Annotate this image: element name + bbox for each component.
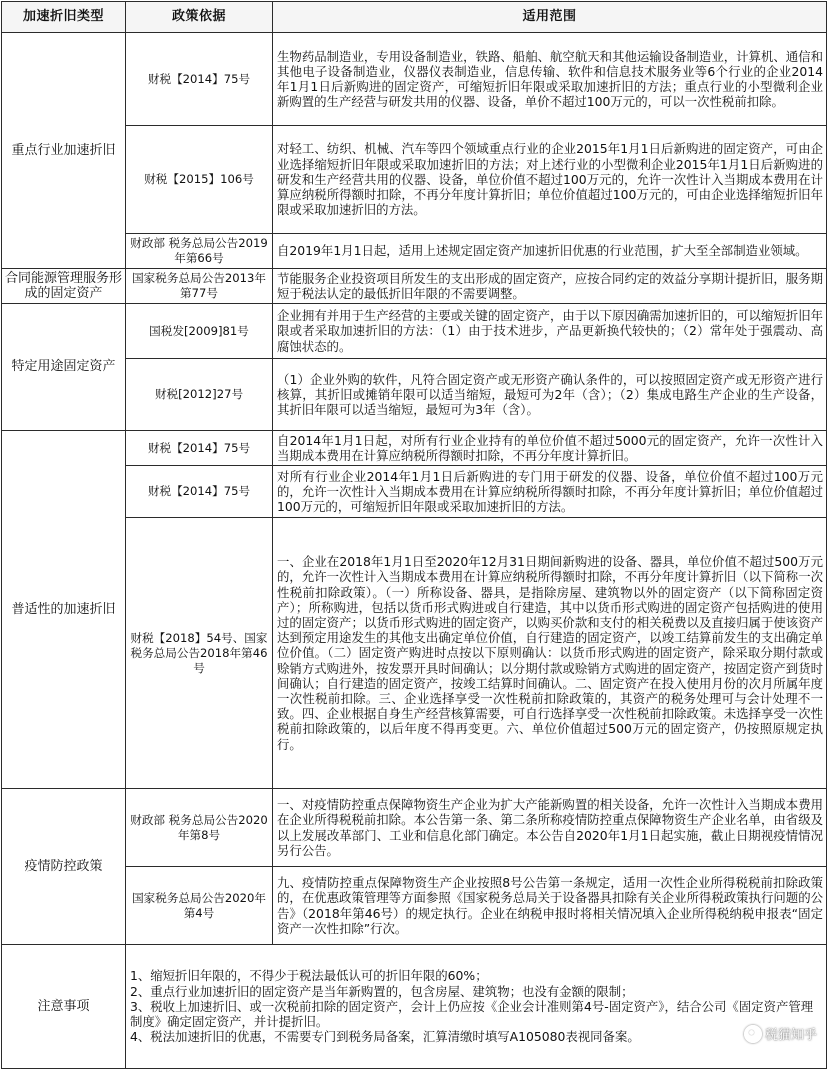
notes-label: 注意事项	[2, 945, 126, 1069]
basis-cell: 国家税务总局公告2013年第77号	[126, 269, 273, 304]
table-row	[2, 518, 827, 789]
header-type: 加速折旧类型	[2, 2, 126, 33]
notes-row	[2, 945, 827, 1069]
basis-cell: 国家税务总局公告2020年第4号	[126, 867, 273, 945]
table-row	[2, 234, 827, 269]
header-row	[2, 2, 827, 33]
watermark-text: 税猫知乎	[764, 1028, 817, 1043]
scope-cell: 自2014年1月1日起，对所有行业企业持有的单位价值不超过5000元的固定资产，允许一次性计入当期成本费用在计算应纳税所得额时扣除，不再分年度计算折旧。	[273, 431, 827, 466]
table-row	[2, 867, 827, 945]
note-item-4: 4、税法加速折旧的优惠，不需要专门到税务局备案，汇算清缴时填写A105080表视同备案。	[130, 1029, 640, 1045]
note-item-1: 1、缩短折旧年限的，不得少于税法最低认可的折旧年限的60%；	[130, 968, 488, 984]
scope-cell: 一、对疫情防控重点保障物资生产企业为扩大产能新购置的相关设备，允许一次性计入当期成本费用在企业所得税税前扣除。本公告第一条、第二条所称疫情防控重点保障物资生产企业名单，由省级及以上发展改革部门、工业和信息化部门确定。本公告自2020年1月1日起实施，截止日期视疫情情况另行公告。	[273, 789, 827, 867]
basis-cell: 财税【2018】54号、国家税务总局公告2018年第46号	[126, 518, 273, 789]
table-row	[2, 466, 827, 518]
scope-cell: 九、疫情防控重点保障物资生产企业按照8号公告第一条规定，适用一次性企业所得税税前扣除政策的，在优惠政策管理等方面参照《国家税务总局关于设备器具扣除有关企业所得税政策执行问题的公告》（2018年第46号）的规定执行。企业在纳税申报时将相关情况填入企业所得税纳税申报表“固定资产一次性扣除”行次。	[273, 867, 827, 945]
scope-cell: 生物药品制造业，专用设备制造业，铁路、船舶、航空航天和其他运输设备制造业，计算机、通信和其他电子设备制造业，仪器仪表制造业，信息传输、软件和信息技术服务业等6个行业的企业2014年1月1日后新购进的固定资产，可缩短折旧年限或采取加速折旧的方法；重点行业的小型微利企业新购置的生产经营与研发共用的仪器、设备，单价不超过100万元的，可以一次性税前扣除。	[273, 33, 827, 126]
basis-cell: 财税[2012]27号	[126, 359, 273, 431]
table-row	[2, 304, 827, 359]
note-item-2: 2、重点行业加速折旧的固定资产是当年新购置的，包含房屋、建筑物；也没有金额的限制；	[130, 983, 634, 999]
header-scope: 适用范围	[273, 2, 827, 33]
type-cell-universal: 普适性的加速折旧	[2, 431, 126, 789]
scope-cell: 一、企业在2018年1月1日至2020年12月31日期间新购进的设备、器具，单位价值不超过500万元的，允许一次性计入当期成本费用在计算应纳税所得额时扣除，不再分年度计算折旧（以下简称一次性税前扣除政策）。（一）所称设备、器具，是指除房屋、建筑物以外的固定资产（以下简称固定资产）；所称购进，包括以货币形式购进或自行建造，其中以货币形式购进的固定资产包括购进的使用过的固定资产；以货币形式购进的固定资产，以购买价款和支付的相关税费以及直接归属于使该资产达到预定用途发生的其他支出确定单位价值，自行建造的固定资产，以竣工结算前发生的支出确定单位价值。（二）固定资产购进时点按以下原则确认：以货币形式购进的固定资产，除采取分期付款或赊销方式购进外，按发票开具时间确认；以分期付款或赊销方式购进的固定资产，按固定资产到货时间确认；自行建造的固定资产，按竣工结算时间确认。二、固定资产在投入使用月份的次月所属年度一次性税前扣除。三、企业选择享受一次性税前扣除政策的，其资产的税务处理可与会计处理不一致。四、企业根据自身生产经营核算需要，可自行选择享受一次性税前扣除政策。未选择享受一次性税前扣除政策的，以后年度不得再变更。六、单位价值超过500万元的固定资产，仍按照原规定执行。	[273, 518, 827, 789]
table-row	[2, 789, 827, 867]
depreciation-policy-table	[1, 1, 827, 1069]
type-cell-energy-contract: 合同能源管理服务形成的固定资产	[2, 269, 126, 304]
camera-logo-icon	[744, 1025, 762, 1043]
scope-cell: （1）企业外购的软件，凡符合固定资产或无形资产确认条件的，可以按照固定资产或无形资产进行核算，其折旧或摊销年限可以适当缩短，最短可为2年（含）；（2）集成电路生产企业的生产设备，其折旧年限可以适当缩短，最短可为3年（含）。	[273, 359, 827, 431]
scope-cell: 节能服务企业投资项目所发生的支出形成的固定资产，应按合同约定的效益分享期计提折旧，服务期短于税法认定的最低折旧年限的不需要调整。	[273, 269, 827, 304]
type-cell-key-industries: 重点行业加速折旧	[2, 33, 126, 269]
scope-cell: 自2019年1月1日起，适用上述规定固定资产加速折旧优惠的行业范围，扩大至全部制造业领域。	[273, 234, 827, 269]
basis-cell: 国税发[2009]81号	[126, 304, 273, 359]
note-item-3: 3、税收上加速折旧、或一次税前扣除的固定资产，会计上仍应按《企业会计准则第4号-固定资产》，结合公司《固定资产管理制度》确定固定资产，并计提折旧。	[130, 998, 814, 1030]
scope-cell: 企业拥有并用于生产经营的主要或关键的固定资产，由于以下原因确需加速折旧的，可以缩短折旧年限或者采取加速折旧的方法：（1）由于技术进步，产品更新换代较快的；（2）常年处于强震动、高腐蚀状态的。	[273, 304, 827, 359]
table-row	[2, 269, 827, 304]
watermark	[744, 1024, 817, 1043]
basis-cell: 财政部 税务总局公告2019年第66号	[126, 234, 273, 269]
notes-cell	[126, 945, 827, 1069]
scope-cell: 对轻工、纺织、机械、汽车等四个领域重点行业的企业2015年1月1日后新购进的固定资产，可由企业选择缩短折旧年限或采取加速折旧的方法；对上述行业的小型微利企业2015年1月1日后新购进的研发和生产经营共用的仪器、设备，单位价值不超过100万元的，允许一次性计入当期成本费用在计算应纳税所得额时扣除，不再分年度计算折旧；单位价值超过100万元的，可由企业选择缩短折旧年限或采取加速折旧的方法。	[273, 126, 827, 234]
basis-cell: 财税【2015】106号	[126, 126, 273, 234]
table-row	[2, 33, 827, 126]
table-row	[2, 126, 827, 234]
type-cell-special-purpose: 特定用途固定资产	[2, 304, 126, 431]
scope-cell: 对所有行业企业2014年1月1日后新购进的专门用于研发的仪器、设备，单位价值不超过100万元的，允许一次性计入当期成本费用在计算应纳税所得额时扣除，不再分年度计算折旧；单位价值超过100万元的，可缩短折旧年限或采取加速折旧的方法。	[273, 466, 827, 518]
header-basis: 政策依据	[126, 2, 273, 33]
table-row	[2, 431, 827, 466]
table-row	[2, 359, 827, 431]
basis-cell: 财税【2014】75号	[126, 33, 273, 126]
basis-cell: 财政部 税务总局公告2020年第8号	[126, 789, 273, 867]
basis-cell: 财税【2014】75号	[126, 431, 273, 466]
basis-cell: 财税【2014】75号	[126, 466, 273, 518]
type-cell-epidemic: 疫情防控政策	[2, 789, 126, 945]
